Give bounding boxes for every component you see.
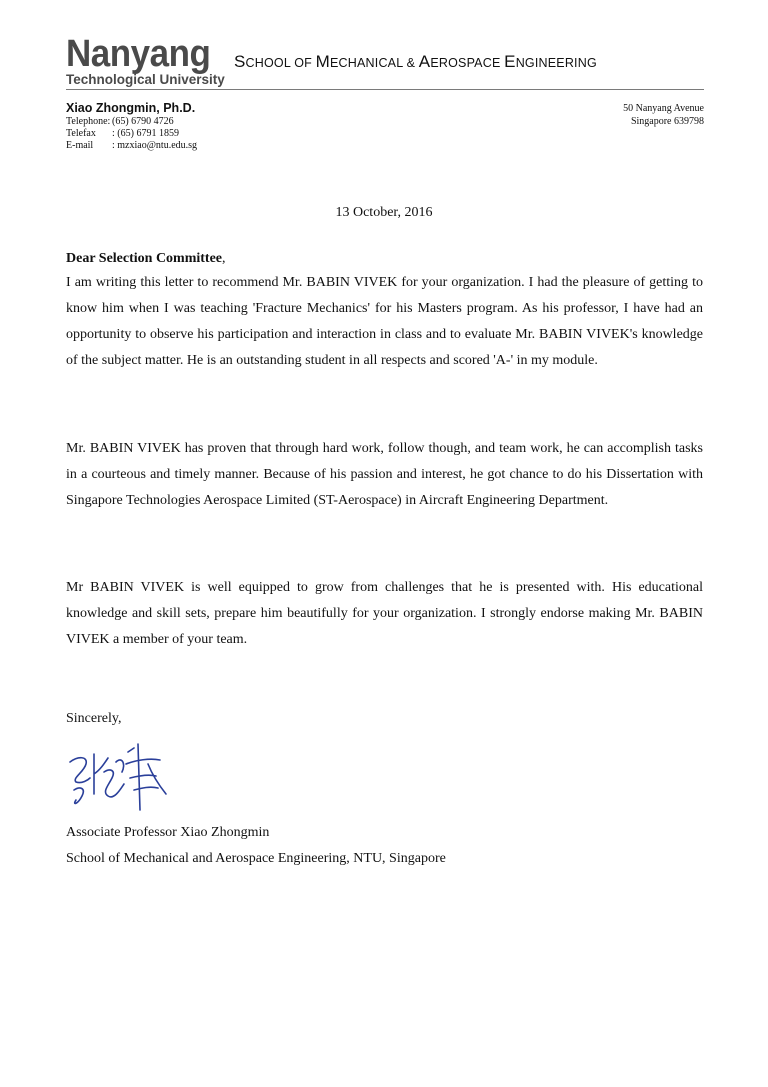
contact-label: Telephone: xyxy=(66,116,111,127)
school-title-w1: CHOOL OF xyxy=(245,56,316,70)
paragraph-1: I am writing this letter to recommend Mr. BABIN VIVEK for your organization. I had the pleasure of getting to know him when I was teaching 'Fracture Mechanics' for his Masters program. As his professor, I have had an opportunity to observe his participation and interaction in class and to evaluate Mr. BABIN VIVEK's knowledge of the subject matter. He is an outstanding student in all respects and scored 'A-' in my module. xyxy=(66,275,703,368)
contact-telefax xyxy=(66,128,197,140)
contact-email xyxy=(66,140,197,152)
contact-value: (65) 6790 4726 xyxy=(112,116,174,127)
university-logo xyxy=(66,33,225,88)
school-title-m: M xyxy=(315,52,331,71)
address-line-2: Singapore 639798 xyxy=(630,115,704,127)
closing: Sincerely, xyxy=(66,711,122,726)
school-title-a: A xyxy=(418,52,431,71)
school-title-e: E xyxy=(504,52,516,71)
contact-value: : mzxiao@ntu.edu.sg xyxy=(112,140,198,151)
school-title-amp: & xyxy=(406,56,419,70)
signatory-affiliation: School of Mechanical and Aerospace Engineering, NTU, Singapore xyxy=(66,851,446,866)
address-line-1: 50 Nanyang Avenue xyxy=(623,103,704,114)
contact-value: : (65) 6791 1859 xyxy=(112,128,179,139)
school-title xyxy=(234,52,597,72)
header-divider xyxy=(66,89,704,90)
salutation-punct: , xyxy=(222,251,226,266)
contact-telephone xyxy=(66,116,197,128)
paragraph-3: Mr BABIN VIVEK is well equipped to grow from challenges that he is presented with. His educational knowledge and skill sets, prepare him beautifully for your organization. I strongly endorse making Mr. BABIN VIVEK a member of your team. xyxy=(66,580,703,647)
contact-label: Telefax xyxy=(66,128,96,139)
school-title-w4: NGINEERING xyxy=(515,56,597,70)
logo-nanyang-text: Nanyang xyxy=(66,33,211,75)
paragraph-2: Mr. BABIN VIVEK has proven that through hard work, follow though, and team work, he can accomplish tasks in a courteous and timely manner. Because of his passion and interest, he got chance to do his Dissertation with Singapore Technologies Aerospace Limited (ST-Aerospace) in Aircraft Engineering Department. xyxy=(66,441,703,508)
logo-university-text: Technological University xyxy=(66,72,225,87)
signatory-name: Associate Professor Xiao Zhongmin xyxy=(66,825,270,840)
school-title-s: S xyxy=(234,52,246,71)
contact-label: E-mail xyxy=(66,140,94,151)
salutation-text: Dear Selection Committee xyxy=(66,251,223,266)
address-block xyxy=(623,103,704,128)
handwritten-signature xyxy=(64,734,174,814)
school-title-w3: EROSPACE xyxy=(430,56,505,70)
school-title-w2: ECHANICAL xyxy=(330,56,407,70)
letter-date: 13 October, 2016 xyxy=(335,205,433,220)
salutation xyxy=(66,246,703,272)
sender-block xyxy=(66,100,197,152)
contact-list xyxy=(66,116,197,152)
sender-name: Xiao Zhongmin, Ph.D. xyxy=(66,101,196,115)
